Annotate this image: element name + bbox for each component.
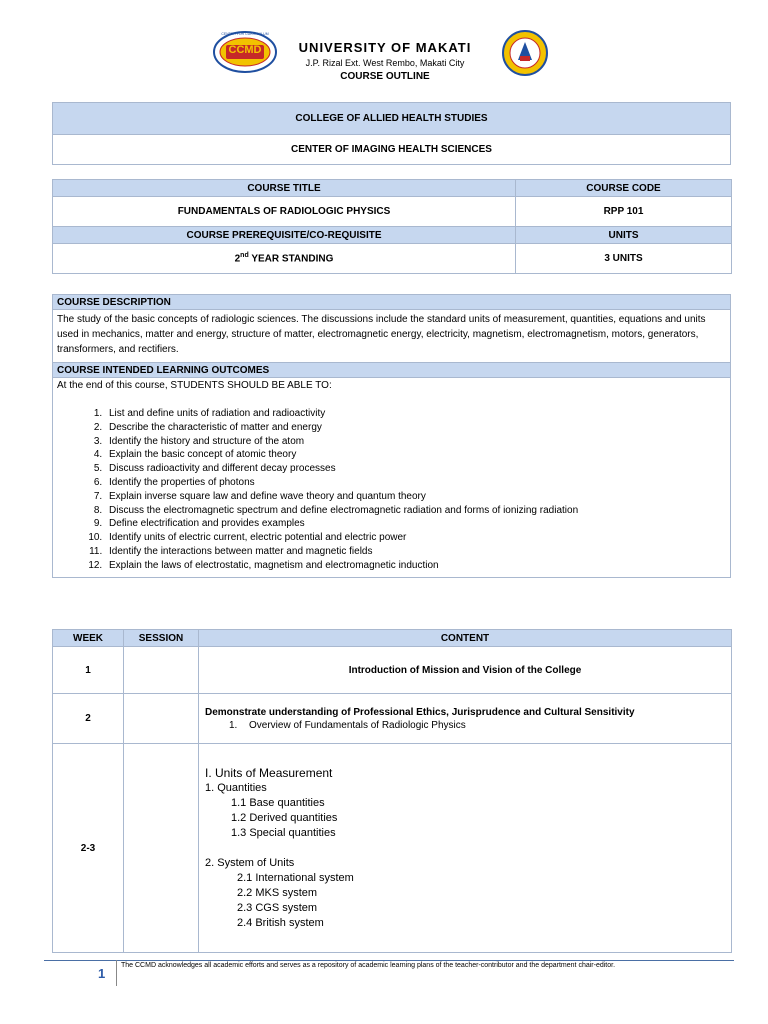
content-line: 1.3 Special quantities (231, 826, 336, 839)
list-item: 11. Identify the interactions between matter and magnetic fields (105, 545, 726, 559)
list-item: 6. Identify the properties of photons (105, 476, 726, 490)
list-item: 1. List and define units of radiation and radioactivity (105, 407, 726, 421)
course-description-text: The study of the basic concepts of radiologic sciences. The discussions include the standard units of measurement, quantities, equations and units used in mechanics, matter and energy, structure of matter, electromagnetic energy, electricity, magnetism, electromagnetism, motors, generators, transformers, and rectifiers. (53, 310, 731, 363)
center-name: CENTER OF IMAGING HEALTH SCIENCES (53, 135, 731, 165)
content-line: 2.3 CGS system (237, 901, 318, 914)
course-code-label: COURSE CODE (516, 180, 732, 197)
content-2-title: Demonstrate understanding of Professional Ethics, Jurisprudence and Cultural Sensitivity (205, 706, 635, 718)
content-line: 1. Quantities (205, 781, 267, 794)
university-seal-logo (500, 30, 550, 76)
content-line (205, 841, 727, 856)
list-item: 9. Define electrification and provides examples (105, 517, 726, 531)
learning-outcomes-list (57, 407, 726, 573)
content-line: 2.1 International system (237, 871, 354, 884)
university-address: J.P. Rizal Ext. West Rembo, Makati City (305, 58, 465, 68)
prerequisite-num: 2 (234, 253, 241, 265)
week-2: 2 (53, 694, 124, 744)
content-header: CONTENT (199, 630, 732, 647)
college-table (52, 102, 731, 165)
schedule-table (52, 629, 732, 953)
document-type: COURSE OUTLINE (340, 71, 430, 82)
content-1: Introduction of Mission and Vision of the College (199, 647, 732, 694)
footer-note: The CCMD acknowledges all academic efforts and serves as a repository of academic learning plans of the teacher-contributor and the department chair-editor. (121, 962, 616, 969)
session-2-3 (124, 744, 199, 953)
list-item: 7. Explain inverse square law and define wave theory and quantum theory (105, 490, 726, 504)
course-description-label: COURSE DESCRIPTION (53, 295, 731, 310)
session-2 (124, 694, 199, 744)
ccmd-logo-ring-text: CENTER FOR CURRICULUM (221, 32, 269, 36)
prerequisite-sup: nd (240, 252, 249, 260)
course-info-table (52, 179, 732, 274)
content-line: 1.1 Base quantities (231, 796, 325, 809)
description-table (52, 294, 731, 578)
course-title: FUNDAMENTALS OF RADIOLOGIC PHYSICS (53, 197, 516, 227)
content-2 (199, 694, 732, 744)
prerequisite-label: COURSE PREREQUISITE/CO-REQUISITE (53, 227, 516, 244)
content-2-sub-num: 1. (229, 719, 238, 731)
footer-vertical-divider (116, 960, 117, 986)
prerequisite-rest: YEAR STANDING (248, 253, 334, 265)
list-item: 12. Explain the laws of electrostatic, magnetism and electromagnetic induction (105, 559, 726, 573)
units-label: UNITS (516, 227, 732, 244)
footer-divider (44, 960, 734, 961)
list-item: 10. Identify units of electric current, electric potential and electric power (105, 531, 726, 545)
list-item: 4. Explain the basic concept of atomic theory (105, 448, 726, 462)
list-item: 5. Discuss radioactivity and different decay processes (105, 462, 726, 476)
content-2-3 (199, 744, 732, 953)
learning-outcomes-label: COURSE INTENDED LEARNING OUTCOMES (53, 363, 731, 378)
ccmd-logo (212, 30, 278, 74)
session-1 (124, 647, 199, 694)
college-name: COLLEGE OF ALLIED HEALTH STUDIES (53, 103, 731, 135)
university-title: UNIVERSITY OF MAKATI (298, 40, 472, 55)
content-line: 1.2 Derived quantities (231, 811, 338, 824)
list-item: 8. Discuss the electromagnetic spectrum and define electromagnetic radiation and forms of ionizing radiation (105, 504, 726, 518)
units-value: 3 UNITS (516, 244, 732, 274)
content-line: 2. System of Units (205, 856, 295, 869)
content-line: 2.2 MKS system (237, 886, 318, 899)
list-item: 3. Identify the history and structure of the atom (105, 435, 726, 449)
content-2-sub-text: Overview of Fundamentals of Radiologic Physics (249, 719, 466, 731)
learning-outcomes-cell (53, 378, 731, 578)
page-number: 1 (98, 966, 106, 981)
prerequisite-value (53, 244, 516, 274)
week-header: WEEK (53, 630, 124, 647)
content-line: 2.4 British system (237, 916, 324, 929)
ccmd-logo-text: CCMD (228, 44, 262, 56)
course-code: RPP 101 (516, 197, 732, 227)
session-header: SESSION (124, 630, 199, 647)
content-2-sub (205, 720, 727, 731)
learning-outcomes-intro: At the end of this course, STUDENTS SHOULD BE ABLE TO: (57, 380, 332, 391)
week-1: 1 (53, 647, 124, 694)
list-item: 2. Describe the characteristic of matter and energy (105, 421, 726, 435)
content-line: I. Units of Measurement (205, 765, 333, 780)
course-title-label: COURSE TITLE (53, 180, 516, 197)
week-2-3: 2-3 (53, 744, 124, 953)
